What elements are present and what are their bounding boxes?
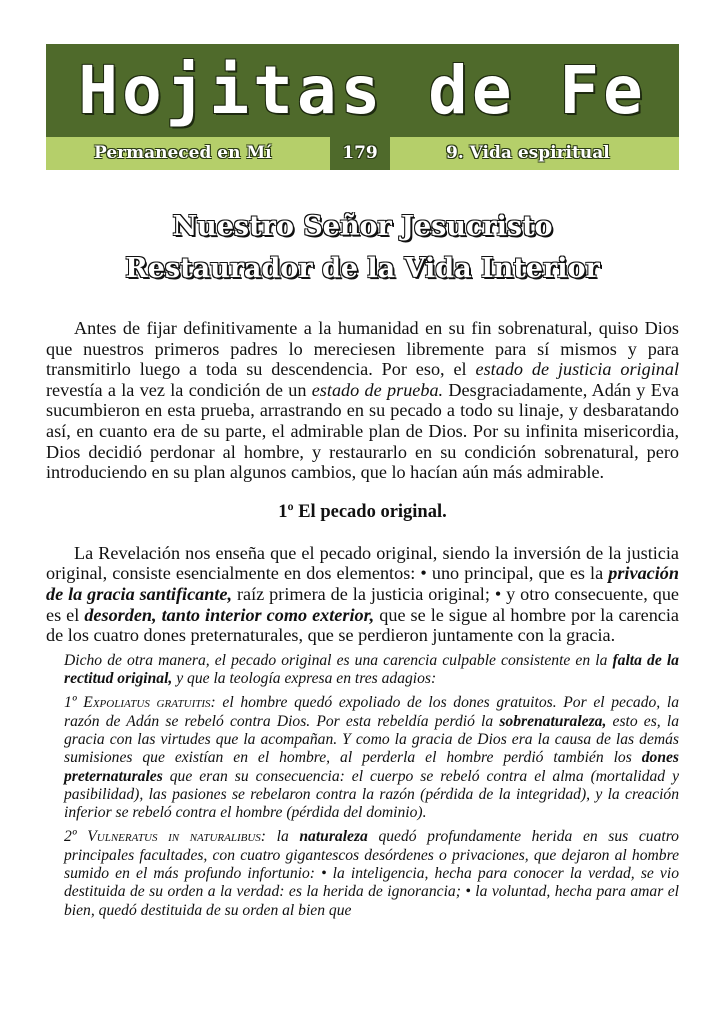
intro-emphasis-1: estado de justicia original [475,359,679,380]
section-label: 9. Vida espiritual [446,143,610,163]
intro-text-3: Desgraciadamente, Adán y Eva sucumbieron en esta prueba, arrastrando en su pecado a todo su linaje, y desbaratando así, en cuanto era de su parte, el admirable plan de Dios. Por su infinita misericordia, Dios decidió perdonar al hombre, y restaurarlo en su condición sobrenatural, pero introduciendo en su plan algunos cambios, que lo hacían aún más admirable. [46,379,679,483]
note-paragraph-3 [46,828,679,919]
article-title [46,206,679,290]
note-paragraph-1 [46,652,679,689]
section-bold-1: privación de la gracia santificante, [46,563,679,604]
note3-text-1: la [266,828,300,846]
article-body [46,318,679,920]
note3-bold-1: naturaleza [299,828,368,846]
note1-bold-1: falta de la rectitud original, [64,651,679,688]
section-bold-2: desorden, tanto interior como exterior, [84,604,375,625]
banner-strip [46,137,679,170]
publication-title: Hojitas de Fe [78,52,647,129]
note1-text-2: y que la teología expresa en tres adagios: [172,670,437,688]
article-title-line1: Nuestro Señor Jesucristo [172,211,553,242]
section-text-3: que se le sigue al hombre por la carencia de los cuatro dones preternaturales, que se perdieron juntamente con la gracia. [46,604,680,646]
note-paragraph-2 [46,694,679,822]
section-heading: 1º El pecado original. [278,501,447,522]
intro-text-2: revestía a la vez la condición de un [46,379,312,400]
section-paragraph [46,543,679,646]
intro-paragraph [46,318,679,483]
note2-text-1: el hombre quedó expoliado de los dones gratuitos. Por el pecado, la razón de Adán se rebeló contra Dios. Por esta rebeldía perdió la [64,694,679,730]
series-label: Permaneced en Mí [94,143,272,163]
note3-text-2: quedó profundamente herida en sus cuatro principales facultades, con cuatro gigantescos desórdenes o privaciones, que dejaron al hombre sumido en el más profundo infortunio: • la inteligencia, hecha para conocer la verdad, se vio destituida de su orden a la verdad: es la herida de ignorancia; • la voluntad, hecha para amar el bien, quedó destituida de su orden al bien que [64,828,679,919]
article-title-line2: Restaurador de la Vida Interior [125,253,600,284]
section-text-2: raíz primera de la justicia original; • y otro consecuente, que es el [46,583,679,625]
note1-text-1: Dicho de otra manera, el pecado original es una carencia culpable consistente en la [64,651,613,669]
header-banner [46,44,679,170]
note2-text-2: esto es, la gracia con las virtudes que la acompañan. Y como la gracia de Dios era la causa de las demás sumisiones que existían en el hombre, al perderla el hombre perdió también los [64,712,679,767]
note2-text-3: que eran su consecuencia: el cuerpo se rebeló contra el alma (mortalidad y pasibilidad), las pasiones se rebelaron contra la razón (pérdida de la integridad), y la creación inferior se rebeló contra el hombre (pérdida del dominio). [64,767,679,822]
note3-label: 2º Vulneratus in naturalibus: [64,828,266,846]
issue-number: 179 [342,143,378,163]
note2-bold-2: dones preternaturales [64,749,679,785]
banner-title-area [46,44,679,137]
note2-bold-1: sobrenaturaleza, [499,712,607,730]
intro-emphasis-2: estado de prueba. [311,379,444,400]
note2-label: 1º Expoliatus gratuitis: [64,694,216,712]
intro-text-1: Antes de fijar definitivamente a la humanidad en su fin sobrenatural, quiso Dios que nuestros primeros padres lo mereciesen libremente para sí mismos y para transmitirlo luego a toda su descendencia. Por eso, el [46,318,679,380]
section-text-1: La Revelación nos enseña que el pecado original, siendo la inversión de la justicia original, consiste esencialmente en dos elementos: • uno principal, que es la [46,542,679,584]
